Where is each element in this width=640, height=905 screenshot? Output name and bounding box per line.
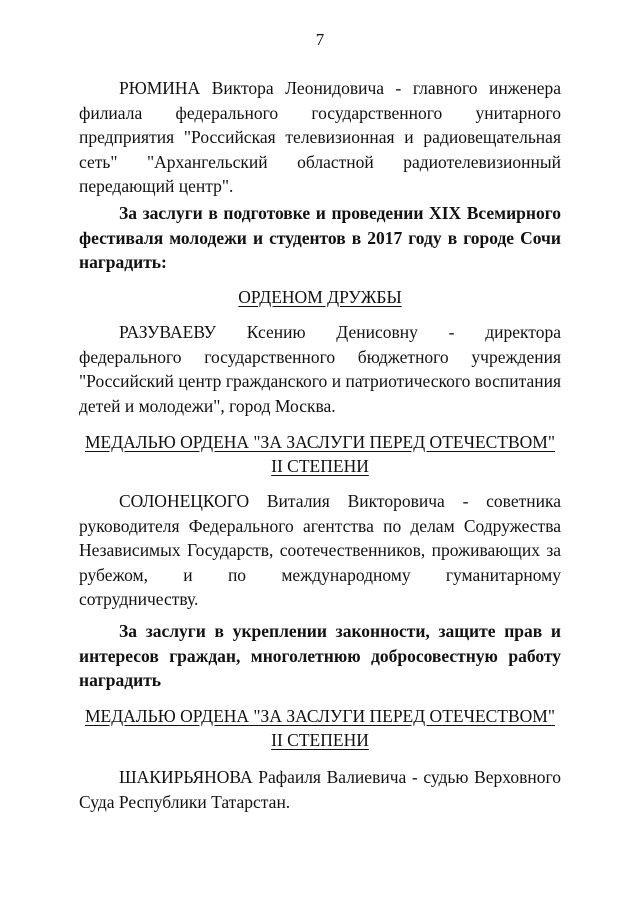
award-entry-shakiryanov: ШАКИРЬЯНОВА Рафаиля Валиевича - судью Верховного Суда Республики Татарстан. bbox=[79, 767, 561, 812]
award-entry-ryumin: РЮМИНА Виктора Леонидовича - главного инженера филиала федерального государственного унитарного предприятия "Российская телевизионная и радиовещательная сеть" "Архангельский областной радиотелевизионный передающий центр". bbox=[79, 78, 561, 196]
award-heading-medal-2 bbox=[79, 704, 561, 752]
award-heading-line2: II СТЕПЕНИ bbox=[271, 456, 369, 476]
section-lead-legality: За заслуги в укреплении законности, защите прав и интересов граждан, многолетнюю добросовестную работу наградить bbox=[79, 621, 561, 690]
award-entry-razuvaeva: РАЗУВАЕВУ Ксению Денисовну - директора федерального государственного бюджетного учреждения "Российский центр гражданского и патриотического воспитания детей и молодежи", город Москва. bbox=[79, 322, 561, 416]
section-lead-festival: За заслуги в подготовке и проведении XIX Всемирного фестиваля молодежи и студентов в 2017 году в городе Сочи наградить: bbox=[79, 203, 561, 272]
award-entry-solonetsky: СОЛОНЕЦКОГО Виталия Викторовича - советника руководителя Федерального агентства по делам Содружества Независимых Государств, соотечественников, проживающих за рубежом, и по международному гуманитарному сотрудничеству. bbox=[79, 491, 561, 609]
award-heading-order-friendship bbox=[79, 285, 561, 309]
page-number: 7 bbox=[315, 30, 325, 49]
award-heading-line1: МЕДАЛЬЮ ОРДЕНА "ЗА ЗАСЛУГИ ПЕРЕД ОТЕЧЕСТВОМ" bbox=[84, 432, 556, 452]
award-heading-line2: II СТЕПЕНИ bbox=[271, 730, 369, 750]
award-heading-label: ОРДЕНОМ ДРУЖБЫ bbox=[238, 287, 402, 307]
award-heading-medal-1 bbox=[79, 430, 561, 478]
award-heading-line1: МЕДАЛЬЮ ОРДЕНА "ЗА ЗАСЛУГИ ПЕРЕД ОТЕЧЕСТВОМ" bbox=[84, 706, 556, 726]
